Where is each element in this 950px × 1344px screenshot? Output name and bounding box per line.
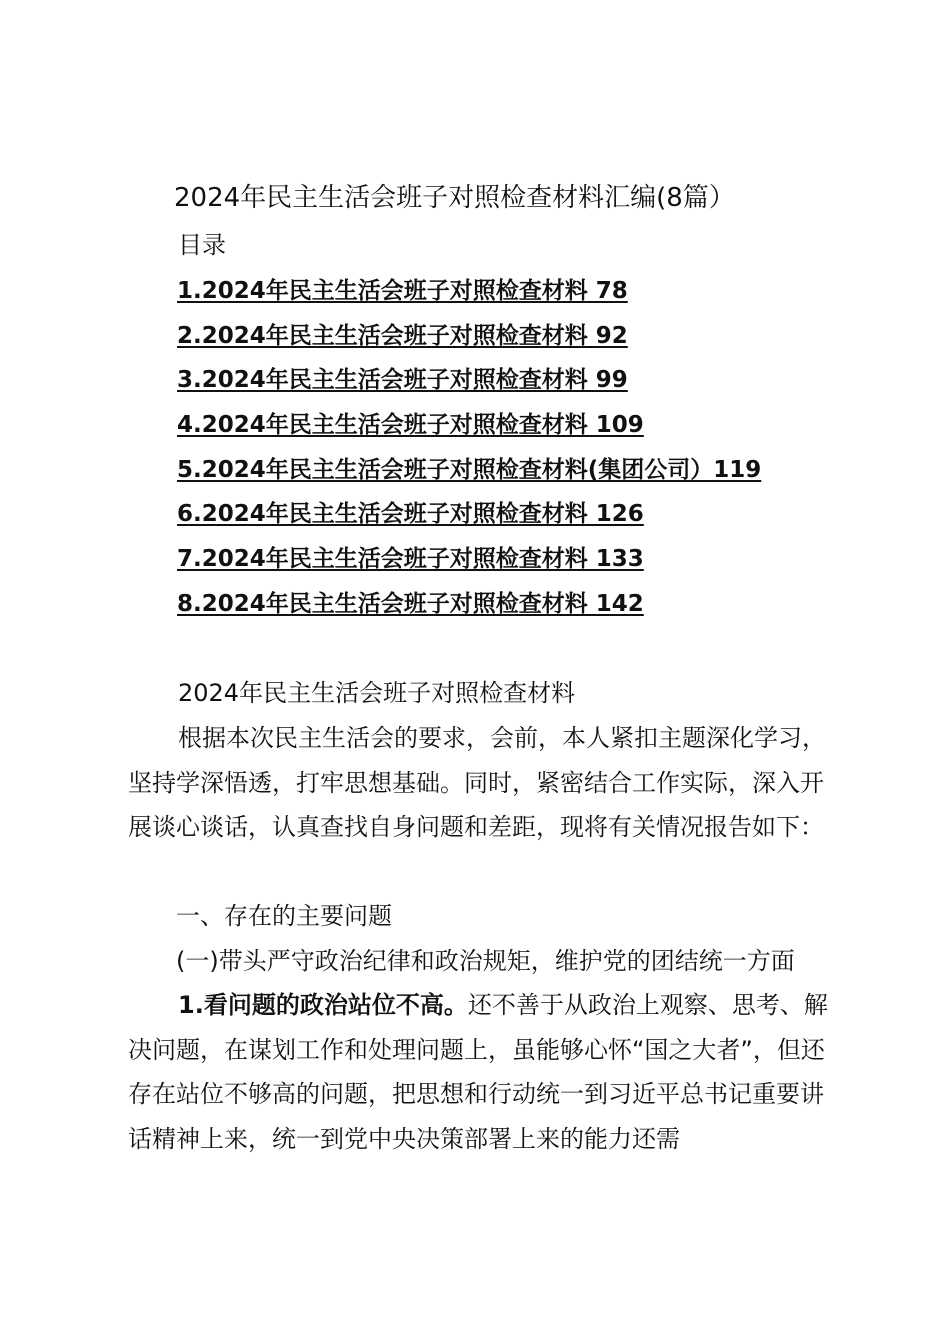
toc-link-2[interactable]: 2.2024年民主生活会班子对照检查材料 92 (177, 322, 628, 349)
toc-link-4[interactable]: 4.2024年民主生活会班子对照检查材料 109 (177, 412, 644, 439)
toc-item (177, 497, 761, 542)
toc-item (177, 542, 761, 587)
toc-link-8[interactable]: 8.2024年民主生活会班子对照检查材料 142 (177, 590, 644, 617)
toc-link-5[interactable]: 5.2024年民主生活会班子对照检查材料(集团公司）119 (177, 456, 762, 483)
toc-link-6[interactable]: 6.2024年民主生活会班子对照检查材料 126 (177, 501, 644, 528)
toc-item (177, 408, 761, 453)
toc-item (177, 453, 761, 498)
toc-item (177, 274, 761, 319)
point-1-lead: 1.看问题的政治站位不高。 (178, 991, 468, 1019)
table-of-contents (177, 274, 761, 632)
toc-item (177, 363, 761, 408)
toc-label: 目录 (178, 231, 226, 259)
toc-link-1[interactable]: 1.2024年民主生活会班子对照检查材料 78 (177, 278, 628, 304)
section-title: 2024年民主生活会班子对照检查材料 (178, 679, 576, 707)
point-1-paragraph (128, 983, 828, 1161)
toc-link-3[interactable]: 3.2024年民主生活会班子对照检查材料 99 (177, 367, 628, 394)
toc-item (177, 319, 761, 364)
intro-paragraph: 根据本次民主生活会的要求，会前，本人紧扣主题深化学习，坚持学深悟透，打牢思想基础。同时，紧密结合工作实际，深入开展谈心谈话，认真查找自身问题和差距，现将有关情况报告如下： (128, 724, 826, 842)
toc-item (177, 587, 761, 632)
heading-subsection-1: (一)带头严守政治纪律和政治规矩，维护党的团结统一方面 (176, 947, 795, 975)
toc-link-7[interactable]: 7.2024年民主生活会班子对照检查材料 133 (177, 546, 644, 573)
document-title: 2024年民主生活会班子对照检查材料汇编(8篇） (174, 183, 735, 213)
heading-main-problems: 一、存在的主要问题 (176, 902, 392, 930)
point-1-body: 还不善于从政治上观察、思考、解决问题，在谋划工作和处理问题上，虽能够心怀“国之大者”，但还存在站位不够高的问题，把思想和行动统一到习近平总书记重要讲话精神上来，统一到党中央决策部署上来的能力还需 (128, 991, 828, 1153)
